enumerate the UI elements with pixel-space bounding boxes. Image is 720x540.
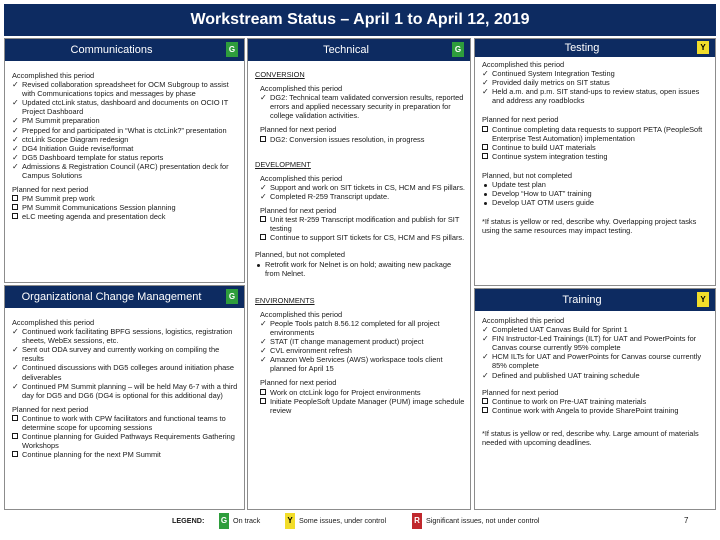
testing-panel (474, 38, 716, 286)
testing-planned-heading: Planned for next period (482, 115, 559, 125)
list-item-text: DG2: Technical team validated conversion results, reported errors and applied necessary security in preparation for college validation activities. (270, 93, 464, 121)
environments-heading: ENVIRONMENTS (255, 295, 315, 305)
list-item (260, 397, 466, 415)
conversion-accomplished-list (260, 93, 466, 120)
list-item-text: HCM ILTs for UAT and PowerPoints for Canvas course currently 85% complete (492, 352, 702, 371)
list-item (482, 189, 711, 198)
list-item (12, 116, 240, 125)
communications-planned-list (12, 194, 240, 221)
checkbox-icon (482, 143, 491, 152)
checkbox-icon (12, 194, 21, 203)
development-not-completed-heading: Planned, but not completed (255, 250, 345, 260)
list-item-text: Revised collaboration spreadsheet for OCM Subgroup to assist with Communications topics and messages by phase (22, 80, 229, 99)
development-accomplished-list (260, 183, 466, 201)
list-item (12, 450, 240, 459)
testing-planned-list (482, 125, 711, 161)
list-item (12, 382, 240, 400)
checkbox-icon (482, 152, 491, 161)
checkmark-icon: ✓ (12, 143, 19, 153)
list-item (260, 192, 466, 201)
communications-planned-heading: Planned for next period (12, 185, 89, 195)
checkbox-icon (482, 397, 491, 406)
communications-status-badge: G (226, 42, 238, 57)
list-item-text: eLC meeting agenda and presentation deck (22, 212, 166, 222)
page-title: Workstream Status – April 1 to April 12, 2019 (4, 4, 716, 36)
testing-status-badge: Y (697, 41, 709, 54)
list-item (260, 337, 466, 346)
list-item (482, 198, 711, 207)
list-item (260, 233, 466, 242)
checkmark-icon: ✓ (260, 346, 267, 356)
checkbox-icon (12, 432, 21, 441)
list-item-text: PM Summit Communications Session planning (22, 203, 176, 213)
list-item (482, 78, 711, 87)
training-status-note: *If status is yellow or red, describe why. Large amount of materials needed with upcoming deadlines. (482, 428, 699, 448)
checkmark-icon: ✓ (12, 161, 19, 171)
checkmark-icon: ✓ (482, 352, 489, 362)
list-item (12, 345, 240, 363)
testing-header (475, 39, 715, 57)
development-not-completed-list (255, 260, 466, 278)
list-item (482, 180, 711, 189)
environments-accomplished-list (260, 319, 466, 374)
checkmark-icon: ✓ (12, 363, 19, 373)
list-item (482, 352, 711, 370)
list-item (260, 319, 466, 337)
communications-header (5, 39, 244, 61)
training-panel (474, 288, 716, 510)
list-item-text: DG4 Initiation Guide revise/format (22, 143, 134, 153)
list-item (260, 93, 466, 120)
bullet-icon (255, 260, 264, 269)
training-header (475, 289, 715, 311)
checkmark-icon: ✓ (260, 337, 267, 347)
list-item-text: Retrofit work for Nelnet is on hold; awaiting new package from Nelnet. (265, 259, 452, 278)
technical-header (248, 39, 470, 61)
list-item (12, 126, 240, 135)
list-item-text: Continue completing data requests to support PETA (PeopleSoft Enterprise Test Automation) implementation (492, 124, 703, 143)
list-item (255, 260, 466, 278)
checkbox-icon (482, 125, 491, 134)
testing-status-note: *If status is yellow or red, describe why. Overlapping project tasks using the same resources may impact testing. (482, 217, 697, 236)
environments-planned-heading: Planned for next period (260, 378, 337, 388)
list-item (12, 414, 240, 432)
list-item (482, 125, 711, 143)
checkbox-icon (260, 233, 269, 242)
list-item (260, 388, 466, 397)
development-planned-list (260, 215, 466, 242)
development-accomplished-heading: Accomplished this period (260, 173, 343, 183)
checkbox-icon (12, 450, 21, 459)
list-item-text: DG5 Dashboard template for status reports (22, 152, 164, 162)
technical-panel (247, 38, 471, 510)
legend-green-chip: G (219, 513, 229, 529)
list-item (260, 215, 466, 233)
communications-accomplished-list (12, 80, 240, 180)
list-item (12, 327, 240, 345)
checkmark-icon: ✓ (260, 355, 267, 365)
checkbox-icon (482, 406, 491, 415)
checkbox-icon (260, 388, 269, 397)
list-item (482, 325, 711, 334)
list-item (482, 334, 711, 352)
technical-status-badge: G (452, 42, 464, 57)
checkbox-icon (260, 215, 269, 224)
legend-label: LEGEND: (172, 516, 205, 525)
list-item-text: Sent out ODA survey and currently working on compiling the results (22, 345, 220, 364)
checkmark-icon: ✓ (12, 345, 19, 355)
list-item (12, 144, 240, 153)
checkmark-icon: ✓ (260, 182, 267, 192)
list-item-text: FIN Instructor-Led Trainings (ILT) for UAT and PowerPoints for Canvas course currently 95% complete (492, 334, 697, 353)
list-item-text: Support and work on SIT tickets in CS, HCM and FS pillars. (270, 182, 465, 192)
list-item-text: Amazon Web Services (AWS) workspace tools client planned for April 15 (270, 355, 443, 374)
bullet-icon (482, 180, 491, 189)
list-item-text: Continued discussions with DG5 colleges around initiation phase deliverables (22, 363, 234, 382)
list-item (482, 397, 711, 406)
list-item (12, 194, 240, 203)
training-status-badge: Y (697, 292, 709, 307)
list-item (482, 69, 711, 78)
list-item-text: Completed UAT Canvas Build for Sprint 1 (492, 325, 628, 335)
list-item-text: Admissions & Registration Council (ARC) presentation deck for Campus Solutions (22, 161, 229, 181)
list-item-text: Continue planning for the next PM Summit (22, 450, 161, 460)
legend-yellow-chip: Y (285, 513, 295, 529)
checkmark-icon: ✓ (12, 98, 19, 108)
list-item-text: CVL environment refresh (270, 346, 352, 356)
list-item-text: DG2: Conversion issues resolution, in progress (270, 134, 425, 144)
environments-planned-list (260, 388, 466, 415)
conversion-planned-heading: Planned for next period (260, 125, 337, 135)
legend-yellow-text: Some issues, under control (299, 516, 387, 525)
checkmark-icon: ✓ (482, 325, 489, 335)
ocm-header (5, 286, 244, 308)
checkmark-icon: ✓ (482, 78, 489, 88)
list-item-text: Updated ctcLink status, dashboard and documents on OCIO IT Project Dashboard (22, 98, 229, 117)
ocm-planned-heading: Planned for next period (12, 404, 89, 414)
checkbox-icon (12, 203, 21, 212)
list-item-text: Continued System Integration Testing (492, 69, 615, 79)
communications-panel (4, 38, 245, 283)
list-item (12, 212, 240, 221)
list-item-text: Prepped for and participated in “What is ctcLink?” presentation (22, 125, 227, 135)
checkbox-icon (12, 414, 21, 423)
testing-accomplished-list (482, 69, 711, 105)
list-item (482, 152, 711, 161)
conversion-planned-list (260, 135, 466, 144)
testing-accomplished-heading: Accomplished this period (482, 60, 565, 69)
list-item-text: ctcLink Scope Diagram redesign (22, 134, 129, 144)
legend-red-chip: R (412, 513, 422, 529)
ocm-panel (4, 285, 245, 510)
ocm-status-badge: G (226, 289, 238, 304)
checkmark-icon: ✓ (482, 69, 489, 79)
checkmark-icon: ✓ (12, 327, 19, 337)
list-item-text: PM Summit prep work (22, 194, 95, 204)
list-item-text: Work on ctcLink logo for Project environments (270, 387, 421, 397)
development-heading: DEVELOPMENT (255, 159, 311, 169)
conversion-accomplished-heading: Accomplished this period (260, 84, 343, 94)
checkmark-icon: ✓ (482, 370, 489, 380)
testing-not-completed-heading: Planned, but not completed (482, 170, 572, 180)
checkmark-icon: ✓ (12, 80, 19, 90)
list-item (12, 153, 240, 162)
checkbox-icon (12, 212, 21, 221)
list-item-text: Develop UAT OTM users guide (492, 198, 595, 208)
ocm-planned-list (12, 414, 240, 459)
list-item-text: Completed R-259 Transcript update. (270, 191, 390, 201)
communications-title: Communications (70, 44, 153, 56)
list-item (12, 98, 240, 116)
training-planned-heading: Planned for next period (482, 387, 559, 397)
checkmark-icon: ✓ (482, 334, 489, 344)
list-item-text: Continue work with Angela to provide SharePoint training (492, 405, 679, 415)
list-item-text: Continue to work with CPW facilitators and functional teams to determine scope for upcoming sessions (22, 413, 226, 433)
list-item (260, 135, 466, 144)
checkmark-icon: ✓ (12, 116, 19, 126)
list-item (12, 363, 240, 381)
list-item-text: Develop “How to UAT” training (492, 189, 592, 199)
list-item-text: Continue system integration testing (492, 151, 608, 161)
checkmark-icon: ✓ (12, 381, 19, 391)
checkmark-icon: ✓ (260, 191, 267, 201)
checkmark-icon: ✓ (12, 152, 19, 162)
ocm-title: Organizational Change Management (21, 291, 202, 303)
list-item-text: Continue to support SIT tickets for CS, HCM and FS pillars. (270, 233, 465, 243)
list-item-text: Unit test R-259 Transcript modification and publish for SIT testing (270, 215, 460, 234)
testing-not-completed-list (482, 180, 711, 207)
list-item (482, 143, 711, 152)
training-accomplished-heading: Accomplished this period (482, 316, 565, 325)
list-item (12, 432, 240, 450)
checkbox-icon (260, 397, 269, 406)
development-planned-heading: Planned for next period (260, 206, 337, 216)
list-item-text: Continued work facilitating BPFG sessions, logistics, registration sheets, WebEx sessions, etc. (22, 327, 233, 346)
conversion-heading: CONVERSION (255, 70, 305, 79)
list-item-text: People Tools patch 8.56.12 completed for all project environments (270, 318, 440, 337)
list-item (12, 135, 240, 144)
checkmark-icon: ✓ (482, 87, 489, 97)
checkmark-icon: ✓ (12, 134, 19, 144)
list-item-text: Held a.m. and p.m. SIT stand-ups to review status, open issues and address any roadblocks (492, 87, 700, 106)
training-accomplished-list (482, 325, 711, 380)
ocm-accomplished-heading: Accomplished this period (12, 318, 95, 327)
list-item-text: Continued PM Summit planning – will be held May 6-7 with a third day for DG5 and DG6 (DG4 is optional for this additional day) (22, 381, 238, 400)
checkbox-icon (260, 135, 269, 144)
bullet-icon (482, 198, 491, 207)
page-number: 7 (684, 516, 689, 525)
training-title: Training (562, 294, 602, 306)
list-item-text: Initiate PeopleSoft Update Manager (PUM) image schedule review (270, 396, 465, 415)
checkmark-icon: ✓ (260, 93, 267, 103)
list-item-text: Defined and published UAT training schedule (492, 370, 640, 380)
list-item-text: Update test plan (492, 180, 546, 190)
list-item-text: Continue to build UAT materials (492, 142, 596, 152)
testing-title: Testing (564, 42, 600, 54)
list-item (260, 183, 466, 192)
list-item (12, 80, 240, 98)
list-item-text: Continue planning for Guided Pathways Requirements Gathering Workshops (22, 432, 235, 451)
legend-green-text: On track (233, 516, 261, 525)
checkmark-icon: ✓ (12, 125, 19, 135)
list-item (260, 355, 466, 373)
legend-red-text: Significant issues, not under control (426, 516, 540, 525)
communications-accomplished-heading: Accomplished this period (12, 71, 95, 80)
list-item-text: PM Summit preparation (22, 116, 100, 126)
checkmark-icon: ✓ (260, 318, 267, 328)
environments-accomplished-heading: Accomplished this period (260, 309, 343, 319)
technical-title: Technical (323, 44, 369, 56)
list-item (12, 162, 240, 180)
list-item (482, 406, 711, 415)
list-item (482, 87, 711, 105)
training-planned-list (482, 397, 711, 415)
ocm-accomplished-list (12, 327, 240, 400)
list-item (260, 346, 466, 355)
list-item-text: Continue to work on Pre-UAT training materials (492, 396, 647, 406)
list-item-text: Provided daily metrics on SIT status (492, 78, 610, 88)
list-item (12, 203, 240, 212)
list-item (482, 371, 711, 380)
bullet-icon (482, 189, 491, 198)
list-item-text: STAT (IT change management product) project (270, 337, 424, 347)
